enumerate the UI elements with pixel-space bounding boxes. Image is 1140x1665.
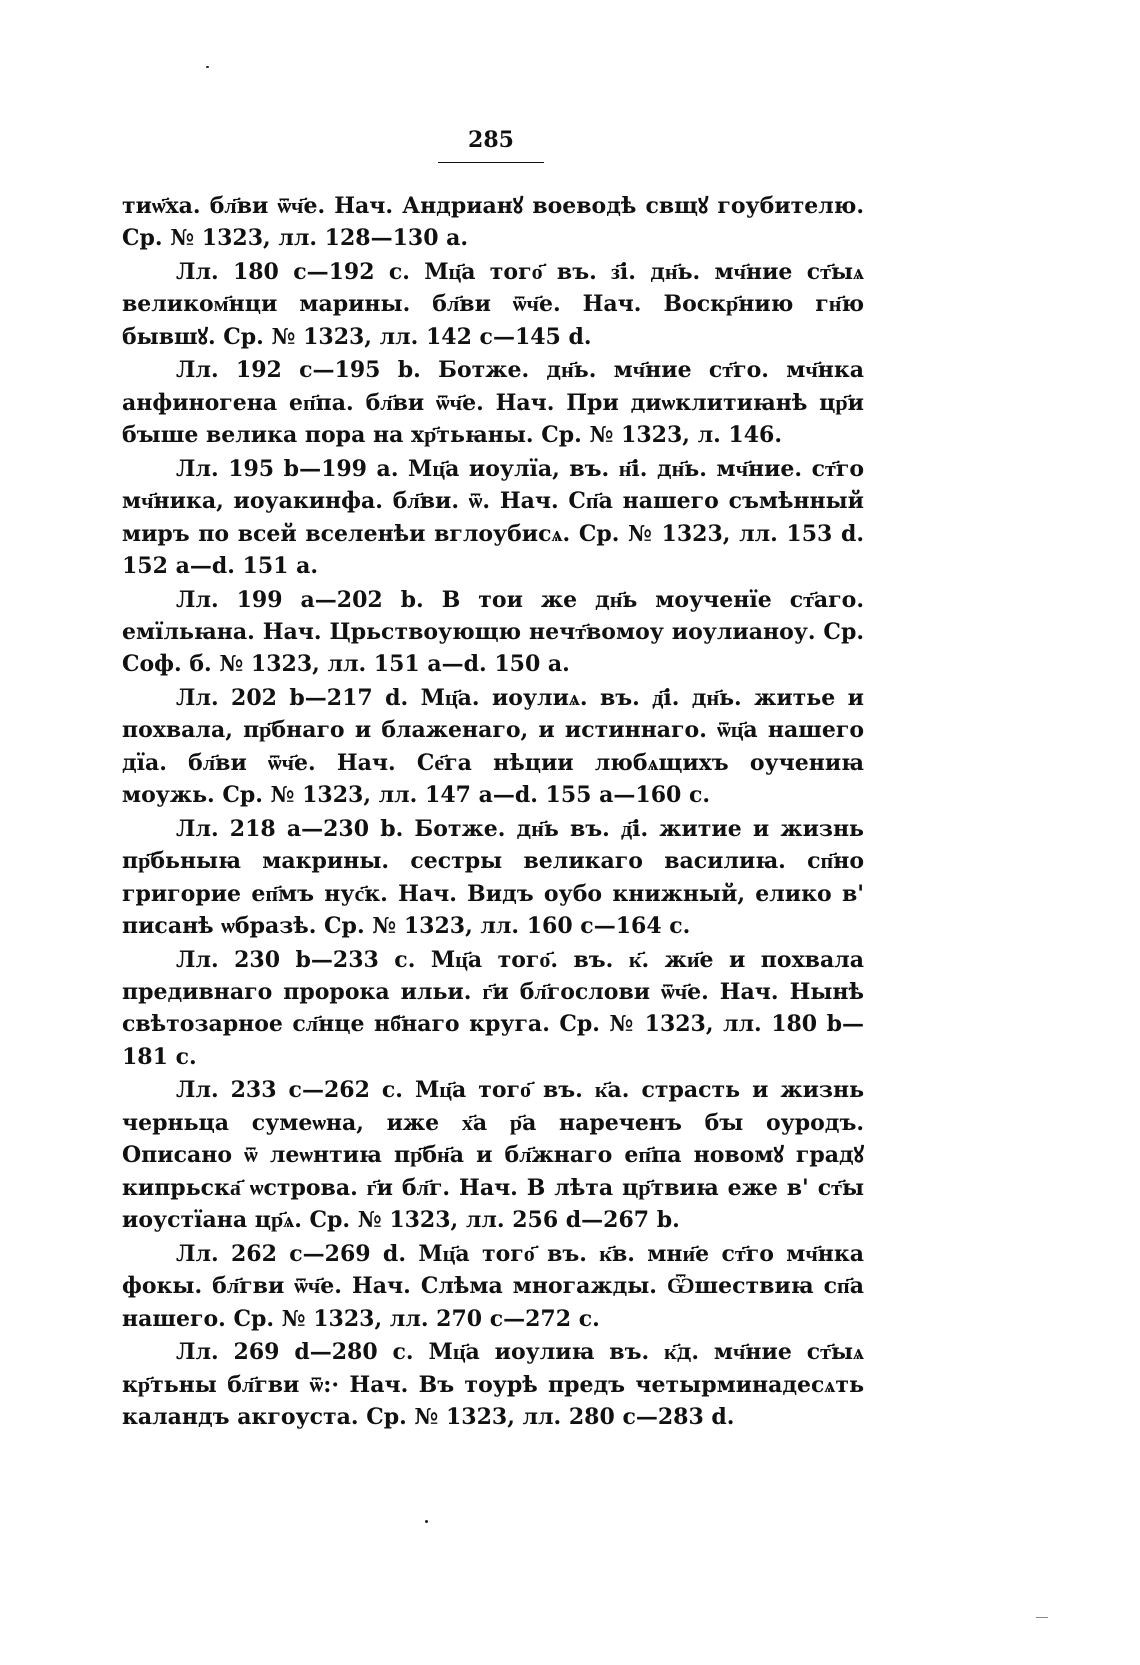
entry-paragraph: Лл. 192 с—195 b. Ботже. дн҃ь. мч҃ние ст҃го. мч҃нка анфиногена еп҃па. бл҃ви ѿч҃е. Нач. При диѡклитиꙗнѣ цр҃и бꙑше велика пора на хр҃тьꙗны. Ср. № 1323, л. 146. [122, 357, 864, 449]
scan-mark [1036, 1617, 1048, 1618]
scan-speck [206, 66, 209, 68]
entry-paragraph: Лл. 195 b—199 а. Мц҃а иоулїа, въ. н҃і. дн҃ь. мч҃ние. ст҃го мч҃ника, иоуакинфа. бл҃ви. ѿ. Нач. Сп҃а нашего съмѣнный миръ по всей вселенѣи вглоубисѧ. Ср. № 1323, лл. 153 d. 152 а—d. 151 а. [122, 455, 864, 580]
document-body [122, 190, 864, 1435]
entry-paragraph: Лл. 269 d—280 с. Мц҃а иоулиꙗ въ. к҃д. мч҃ние ст҃ыѧ кр҃тьны бл҃гви ѿ:· Нач. Въ тоурѣ предъ четырминадесѧть каландъ акгоуста. Ср. № 1323, лл. 280 с—283 d. [122, 1339, 864, 1430]
scan-speck [425, 1520, 428, 1523]
entry-paragraph: Лл. 230 b—233 с. Мц҃а того҃. въ. к҃. жи҃е и похвала предивнаго пророка ильи. г҃и бл҃гослови ѿч҃е. Нач. Нынѣ свѣтозарное сл҃нце нб҃наго круга. Ср. № 1323, лл. 180 b—181 с. [122, 946, 864, 1070]
entry-continuation: тиѡ҃ха. бл҃ви ѿч҃е. Нач. Андрианꙋ воеводѣ свщꙋ гоубителю. Ср. № 1323, лл. 128—130 а. [122, 193, 864, 252]
entry-paragraph: Лл. 180 с—192 с. Мц҃а того҃ въ. з҃і. дн҃ь. мч҃ние ст҃ыѧ великом҃нци марины. бл҃ви ѿч҃е. Нач. Воскр҃нию гн҃ю бывшꙋ. Ср. № 1323, лл. 142 с—145 d. [122, 259, 864, 350]
page-number: 285 [468, 127, 514, 153]
entry-paragraph: Лл. 199 а—202 b. В тои же дн҃ь моученїе ст҃аго. емїльꙗна. Нач. Црьствоующю нечт҃вомоу иоулианоу. Ср. Соф. б. № 1323, лл. 151 а—d. 150 а. [122, 586, 864, 678]
entry-paragraph: Лл. 233 с—262 с. Мц҃а того҃ въ. к҃а. страсть и жизнь черньца сумеѡна, иже х҃а р҃а нареченъ бꙑ оуродъ. Описано ѿ леѡнтиꙗ пр҃бн҃а и бл҃жнаго еп҃па новомꙋ градꙋ кипрьска҃ ѡстрова. г҃и бл҃г. Нач. В лѣта цр҃твиꙗ еже в' ст҃ы иоустїана цр҃ѧ. Ср. № 1323, лл. 256 d—267 b. [122, 1077, 864, 1234]
page-number-rule [438, 162, 544, 163]
entry-paragraph: Лл. 262 с—269 d. Мц҃а того҃ въ. к҃в. мни҃е ст҃го мч҃нка фокы. бл҃гви ѿч҃е. Нач. Слѣма многажды. Ѿшествиꙗ сп҃а нашего. Ср. № 1323, лл. 270 с—272 с. [122, 1240, 864, 1332]
entry-paragraph: Лл. 202 b—217 d. Мц҃а. иоулиѧ. въ. д҃і. дн҃ь. житье и похвала, пр҃бнаго и блаженаго, и истиннаго. ѿц҃а нашего дїа. бл҃ви ѿч҃е. Нач. Се҃га нѣции любѧщихъ оучениꙗ моужь. Ср. № 1323, лл. 147 а—d. 155 а—160 с. [122, 685, 864, 809]
entry-paragraph: Лл. 218 а—230 b. Ботже. дн҃ь въ. д҃і. житие и жизнь пр҃бьныꙗ макрины. сестры великаго василиꙗ. сп҃но григорие еп҃мъ нус҃к. Нач. Видъ оубо книжный, елико в' писанѣ ѡбразѣ. Ср. № 1323, лл. 160 с—164 с. [122, 815, 864, 940]
